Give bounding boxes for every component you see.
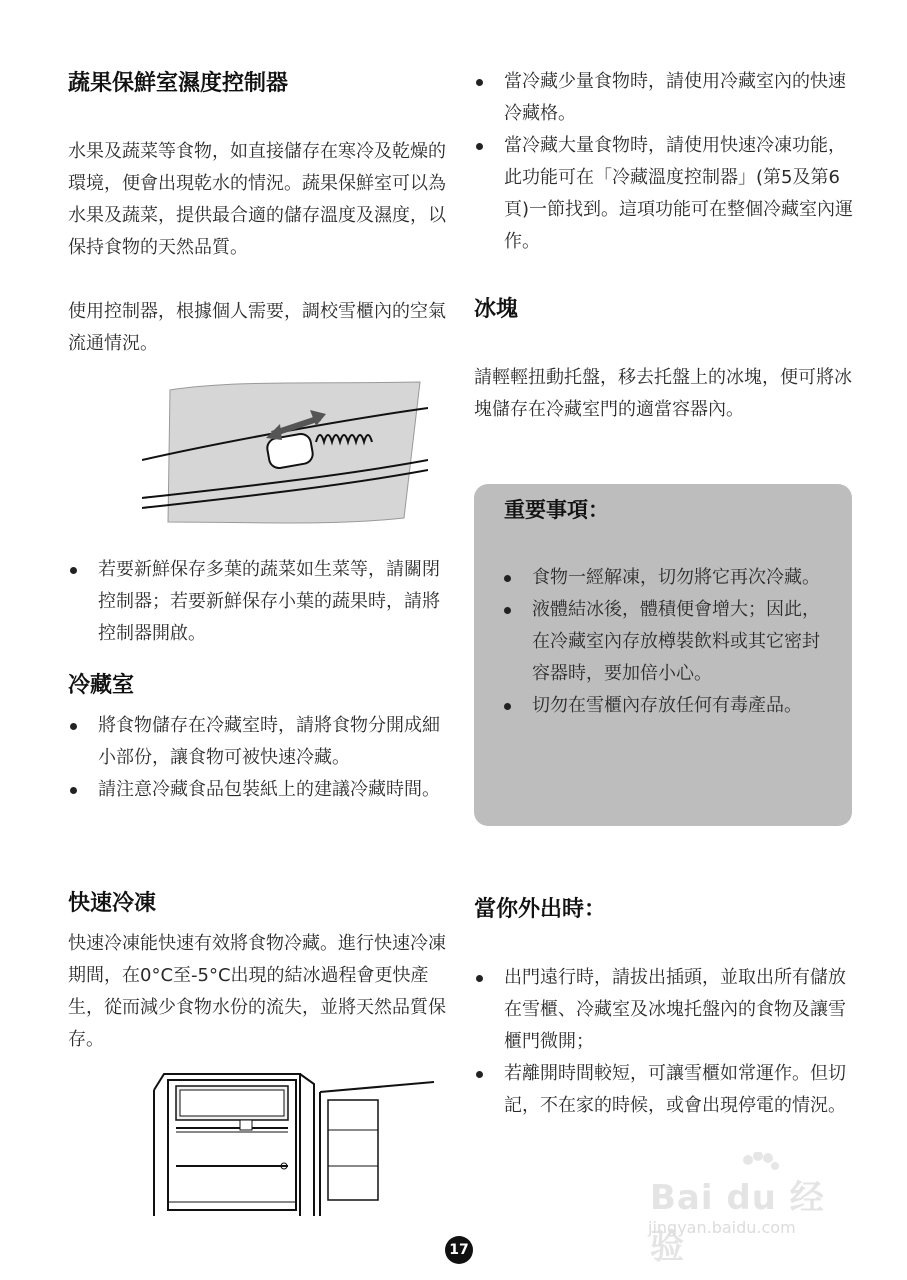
humidity-control-heading: 蔬果保鮮室濕度控制器 <box>68 71 289 96</box>
watermark-url: jingyan.baidu.com <box>648 1218 796 1237</box>
bullet-dot-icon <box>476 143 483 150</box>
bullet-dot-icon <box>476 975 483 982</box>
ice-cubes-paragraph: 請輕輕扭動托盤，移去托盤上的冰塊，便可將冰塊儲存在冷藏室門的適當容器內。 <box>474 367 852 420</box>
quick-freeze-paragraph: 快速冷凍能快速有效將食物冷藏。進行快速冷凍期間，在0°C至-5°C出現的結冰過程會更快產生，從而減少食物水份的流失，並將天然品質保存。 <box>68 933 446 1050</box>
page-number: 17 <box>445 1236 473 1264</box>
humidity-usage-paragraph: 使用控制器，根據個人需要，調校雪櫃內的空氣流通情況。 <box>68 301 446 354</box>
quick-chill-bullet-list <box>474 66 854 258</box>
bullet-dot-icon <box>70 567 77 574</box>
notice-title: 重要事項： <box>504 498 609 522</box>
humidity-slider-illustration <box>142 380 428 528</box>
list-item: 切勿在雪櫃內存放任何有毒產品。 <box>502 690 832 722</box>
bullet-dot-icon <box>504 703 511 710</box>
bullet-dot-icon <box>504 575 511 582</box>
list-item: 液體結冰後，體積便會增大；因此，在冷藏室內存放樽裝飲料或其它密封容器時，要加倍小心。 <box>502 594 832 690</box>
going-away-bullet-list <box>474 962 854 1122</box>
list-item: 若離開時間較短，可讓雪櫃如常運作。但切記，不在家的時候，或會出現停電的情況。 <box>474 1058 854 1122</box>
list-item: 當冷藏少量食物時，請使用冷藏室內的快速冷藏格。 <box>474 66 854 130</box>
freezer-illustration <box>150 1070 434 1216</box>
bullet-dot-icon <box>476 79 483 86</box>
list-item: 將食物儲存在冷藏室時，請將食物分開成細小部份，讓食物可被快速冷藏。 <box>68 710 448 774</box>
bullet-dot-icon <box>70 723 77 730</box>
bullet-dot-icon <box>476 1071 483 1078</box>
bullet-dot-icon <box>70 787 77 794</box>
humidity-bullet-list <box>68 554 448 650</box>
humidity-intro-paragraph: 水果及蔬菜等食物，如直接儲存在寒冷及乾燥的環境，便會出現乾水的情況。蔬果保鮮室可以為水果及蔬菜，提供最合適的儲存溫度及濕度，以保持食物的天然品質。 <box>68 141 446 258</box>
bullet-dot-icon <box>504 607 511 614</box>
going-away-heading: 當你外出時： <box>474 897 607 922</box>
notice-bullet-list <box>502 562 832 722</box>
list-item: 當冷藏大量食物時，請使用快速冷凍功能，此功能可在「冷藏溫度控制器」(第5及第6頁)一節找到。這項功能可在整個冷藏室內運作。 <box>474 130 854 258</box>
list-item: 若要新鮮保存多葉的蔬菜如生菜等，請關閉控制器；若要新鮮保存小葉的蔬果時，請將控制器開啟。 <box>68 554 448 650</box>
refrigerator-bullet-list <box>68 710 448 806</box>
baidu-watermark <box>648 1152 858 1267</box>
important-notice-box <box>474 484 852 826</box>
list-item: 食物一經解凍，切勿將它再次冷藏。 <box>502 562 832 594</box>
list-item: 請注意冷藏食品包裝紙上的建議冷藏時間。 <box>68 774 448 806</box>
list-item: 出門遠行時，請拔出插頭，並取出所有儲放在雪櫃、冷藏室及冰塊托盤內的食物及讓雪櫃門微開； <box>474 962 854 1058</box>
watermark-logo-text: Bai du 经验 <box>650 1178 825 1267</box>
ice-cubes-heading: 冰塊 <box>474 297 519 322</box>
quick-freeze-heading: 快速冷凍 <box>68 891 157 916</box>
refrigerator-heading: 冷藏室 <box>68 673 135 698</box>
